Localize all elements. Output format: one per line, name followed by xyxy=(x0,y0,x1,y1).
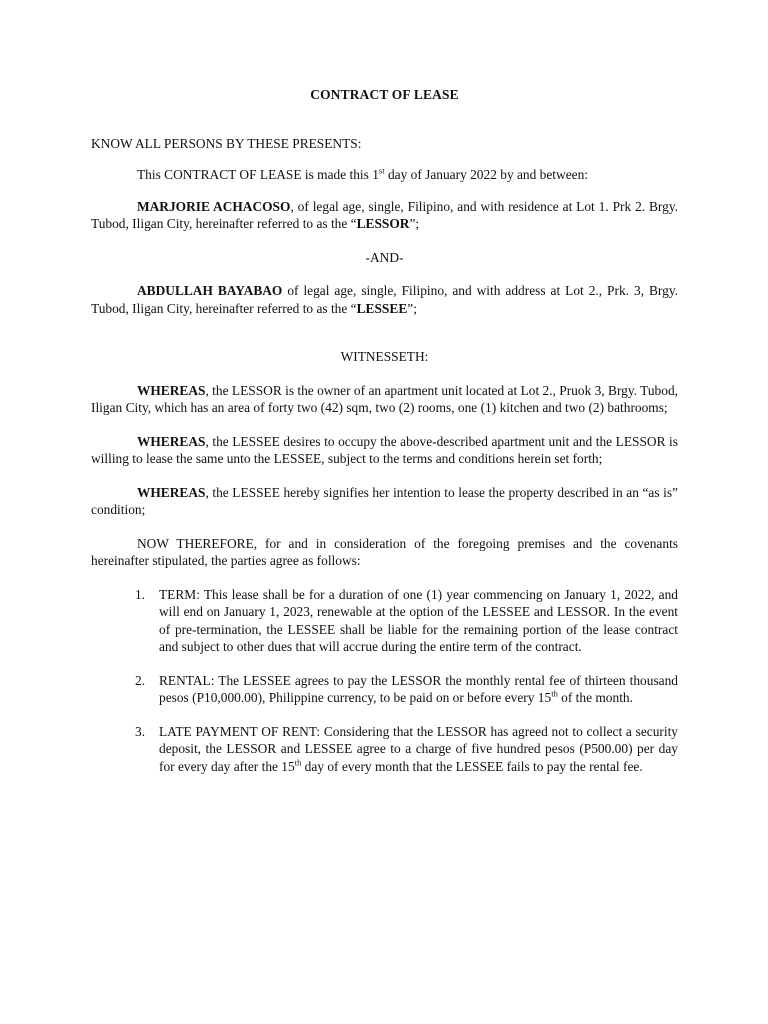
document-title: CONTRACT OF LEASE xyxy=(310,87,459,102)
lessor-role: LESSOR xyxy=(356,216,410,231)
clause-item xyxy=(91,586,678,656)
clause-ordinal-suffix: th xyxy=(551,688,558,699)
whereas-lead: WHEREAS xyxy=(137,382,206,398)
whereas-paragraph xyxy=(91,484,678,519)
whereas-lead: WHEREAS xyxy=(137,433,206,449)
intro-paragraph xyxy=(91,166,678,184)
lessor-paragraph xyxy=(91,198,678,233)
intro-text: This CONTRACT OF LEASE is made this 1 xyxy=(137,167,379,182)
lessee-closing: ”; xyxy=(407,300,417,316)
clause-item xyxy=(91,723,678,776)
lessee-description: of legal age, single, Filipino, and with address at Lot 2., Prk. 3, Brgy. Tubod, Iligan City, hereinafter referred to as the “ xyxy=(91,283,678,316)
clause-text: LATE PAYMENT OF RENT: Considering that the LESSOR has agreed not to collect a security deposit, the LESSOR and LESSEE agree to a charge of five hundred pesos (P500.00) per day for every day after the 15 xyxy=(159,723,678,774)
lessee-role: LESSEE xyxy=(356,300,408,316)
lessee-paragraph xyxy=(91,282,678,317)
whereas-text: , the LESSEE desires to occupy the above-described apartment unit and the LESSOR is willing to lease the same unto the LESSEE, subject to the terms and conditions herein set forth; xyxy=(91,433,678,466)
clause-text: TERM: This lease shall be for a duration of one (1) year commencing on January 1, 2022, and will end on January 1, 2023, renewable at the option of the LESSEE and LESSOR. In the event of pre-termination, the LESSEE shall be liable for the remaining portion of the lease contract and subject to other dues that will accrue during the entire term of the contract. xyxy=(159,586,678,654)
clause-number: 2. xyxy=(135,672,146,688)
lessor-description: , of legal age, single, Filipino, and with residence at Lot 1. Prk 2. Brgy. Tubod, Iligan City, hereinafter referred to as the “ xyxy=(91,198,679,231)
opening-line: KNOW ALL PERSONS BY THESE PRESENTS: xyxy=(91,135,362,151)
clause-number: 3. xyxy=(135,723,146,739)
whereas-paragraph xyxy=(91,382,678,417)
intro-text-end: day of January 2022 by and between: xyxy=(384,167,588,182)
clause-text-end: day of every month that the LESSEE fails to pay the rental fee. xyxy=(301,758,643,774)
intro-ordinal-suffix: st xyxy=(378,165,385,176)
whereas-lead: WHEREAS xyxy=(137,484,206,500)
clause-item xyxy=(91,672,678,707)
lessor-closing: ”; xyxy=(409,216,420,231)
document-page xyxy=(91,86,678,775)
whereas-paragraph xyxy=(91,433,678,468)
lessee-name: ABDULLAH BAYABAO xyxy=(137,283,283,298)
and-separator: -AND- xyxy=(365,249,404,265)
whereas-text: , the LESSOR is the owner of an apartment unit located at Lot 2., Pruok 3, Brgy. Tubod, Iligan City, which has an area of forty two (42) sqm, two (2) rooms, one (1) kitchen and two (2) bathrooms; xyxy=(91,382,678,415)
clause-list xyxy=(91,586,678,776)
clause-number: 1. xyxy=(135,586,146,602)
whereas-text: , the LESSEE hereby signifies her intention to lease the property described in an “as is” condition; xyxy=(91,484,678,517)
witnesseth-heading: WITNESSETH: xyxy=(340,349,429,364)
clause-ordinal-suffix: th xyxy=(294,757,302,768)
clause-text-end: of the month. xyxy=(557,690,633,705)
now-therefore-paragraph: NOW THEREFORE, for and in consideration of the foregoing premises and the covenants hereinafter stipulated, the parties agree as follows: xyxy=(91,535,678,568)
lessor-name: MARJORIE ACHACOSO xyxy=(137,198,291,214)
clause-text: RENTAL: The LESSEE agrees to pay the LESSOR the monthly rental fee of thirteen thousand pesos (P10,000.00), Philippine currency, to be paid on or before every 15 xyxy=(159,672,678,705)
